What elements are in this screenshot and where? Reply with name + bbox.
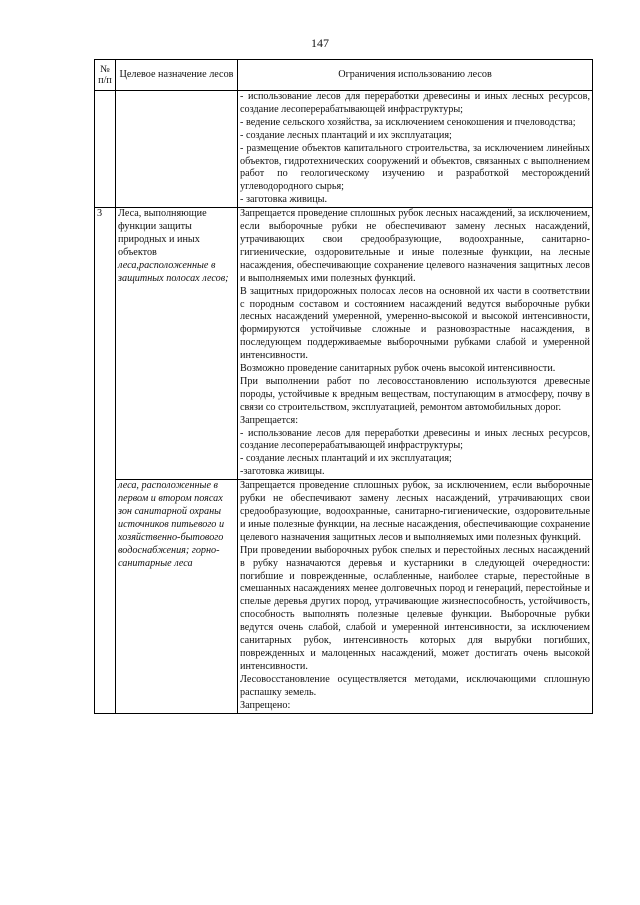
restriction-paragraph: Возможно проведение санитарных рубок очень высокой интенсивности.: [240, 363, 556, 375]
restriction-paragraph: - создание лесных плантаций и их эксплуатация;: [240, 453, 452, 465]
restriction-paragraph: -заготовка живицы.: [240, 466, 325, 478]
row-num: [95, 480, 116, 713]
row-restrictions: [238, 91, 593, 208]
row-purpose: [116, 91, 238, 208]
restriction-paragraph: При выполнении работ по лесовосстановлению используются древесные породы, устойчивые к вредным веществам, поступающим в атмосферу, почву в связи со строительством, эксплуатацией, ремонтом автомобильных дорог.: [240, 375, 590, 413]
restriction-paragraph: Запрещается проведение сплошных рубок лесных насаждений, за исключением, если выборочные рубки не обеспечивают замену лесных насаждений, утрачивающих свои средообразующие, водоохранные, санитарно-гигиенические, оздоровительные и иные полезные функции, на лесные насаждения, обеспечивающие сохранение целевого назначения защитных лесов и выполняемых ими полезных функций.: [240, 208, 590, 284]
header-restrictions: Ограничения использованию лесов: [238, 60, 593, 91]
page-number: 147: [311, 36, 329, 50]
row-purpose: [116, 480, 238, 713]
table-row: [95, 208, 593, 480]
row-purpose: [116, 208, 238, 480]
table-header-row: [95, 60, 593, 91]
restriction-paragraph: Запрещено:: [240, 699, 291, 711]
row-num: [95, 91, 116, 208]
restriction-paragraph: - размещение объектов капитального строительства, за исключением линейных объектов, гидротехнических сооружений и объектов, связанных с выполнением работ по геологическому изучению и разработкой месторождений углеводородного сырья;: [240, 142, 590, 193]
purpose-subtype: леса,расположенные в защитных полосах лесов;: [118, 259, 229, 284]
purpose-subtype: леса, расположенные в первом и втором поясах зон санитарной охраны источников питьевого и хозяйственно-бытового водоснабжения; горно-санитарные леса: [118, 480, 225, 569]
restriction-paragraph: - заготовка живицы.: [240, 194, 328, 206]
restriction-paragraph: Запрещается:: [240, 414, 299, 426]
restriction-paragraph: - использование лесов для переработки древесины и иных лесных ресурсов, создание лесоперерабатывающей инфраструктуры;: [240, 427, 590, 452]
row-restrictions: [238, 208, 593, 480]
table-row: [95, 91, 593, 208]
row-num: 3: [95, 208, 116, 480]
restriction-paragraph: При проведении выборочных рубок спелых и перестойных лесных насаждений в рубку назначаются деревья и кустарники в следующей очередности: погибшие и поврежденные, ослабленные, наиболее старые, перестойные в смешанных насаждениях менее долговечных пород и генераций, перестойные и спелые деревья других пород, утрачивающие жизнеспособность, устойчивость, способность выполнять полезные целевые функции. Выборочные рубки ведутся очень слабой, слабой и умеренной интенсивности, за исключением санитарных рубок, интенсивность которых для вырубки погибших, поврежденных и малоценных насаждений, может достигать очень высокой интенсивности.: [240, 544, 590, 672]
row-restrictions: [238, 480, 593, 713]
restriction-paragraph: В защитных придорожных полосах лесов на основной их части в соответствии с породным составом и состоянием насаждений ведутся выборочные рубки лесных насаждений умеренной, умеренно-высокой и высокой интенсивности, формируются устойчивые сложные и разновозрастные насаждения, в последующем поддерживаемые выборочными рубками слабой и умеренной интенсивности.: [240, 285, 590, 362]
header-purpose: Целевое назначение лесов: [116, 60, 238, 91]
restriction-paragraph: - использование лесов для переработки древесины и иных лесных ресурсов, создание лесоперерабатывающей инфраструктуры;: [240, 91, 590, 115]
restriction-paragraph: Запрещается проведение сплошных рубок, за исключением, если выборочные рубки не обеспечивают замену лесных насаждений, утрачивающих свои средообразующие, водоохранные, санитарно-гигиенические, оздоровительные и иные полезные функции, на лесные насаждения, обеспечивающие сохранение целевого назначения защитных лесов и выполняемых ими полезных функций.: [240, 480, 590, 543]
header-num: № п/п: [95, 60, 116, 91]
restriction-paragraph: Лесовосстановление осуществляется методами, исключающими сплошную распашку земель.: [240, 673, 590, 698]
restriction-paragraph: - ведение сельского хозяйства, за исключением сенокошения и пчеловодства;: [240, 116, 576, 128]
restriction-paragraph: - создание лесных плантаций и их эксплуатация;: [240, 129, 452, 141]
purpose-title: Леса, выполняющие функции защиты природных и иных объектов: [118, 208, 207, 258]
table-row: [95, 480, 593, 713]
forest-restrictions-table: [94, 59, 593, 714]
